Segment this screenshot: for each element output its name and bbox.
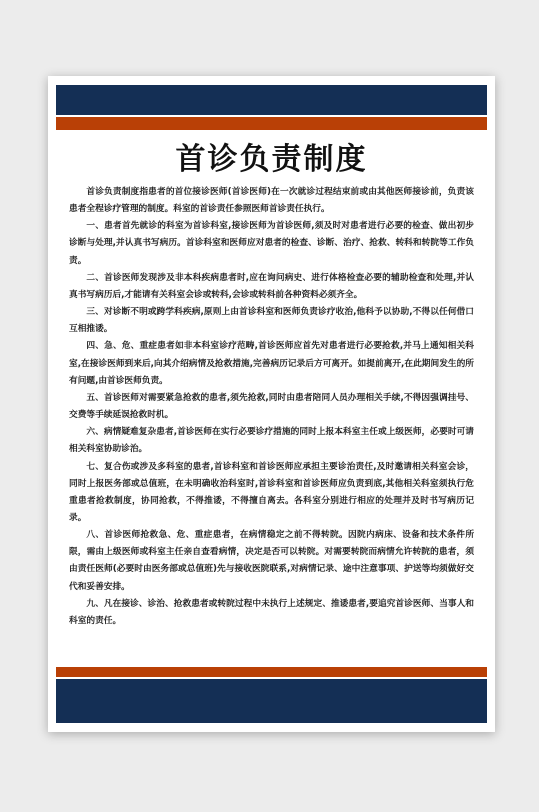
clause-1: 一、患者首先就诊的科室为首诊科室,接诊医师为首诊医师,须及时对患者进行必要的检查、做出初步诊断与处理,并认真书写病历。首诊科室和医师应对患者的检查、诊断、治疗、抢救、转科和转院等工作负责。 [69,221,474,266]
clause-4: 四、急、危、重症患者如非本科室诊疗范畴,首诊医师应首先对患者进行必要抢救,并马上通知相关科室,在接诊医师到来后,向其介绍病情及抢救措施,完善病历记录后方可离开。如提前离开,在此期间发生的所有问题,由首诊医师负责。 [69,341,474,386]
clause-6: 六、病情疑难复杂患者,首诊医师在实行必要诊疗措施的同时上报本科室主任或上级医师，必要时可请相关科室协助诊治。 [69,427,474,455]
clause-7: 七、复合伤或涉及多科室的患者,首诊科室和首诊医师应承担主要诊治责任,及时邀请相关科室会诊，同时上报医务部或总值班，在未明确收治科室时,首诊科室和首诊医师应负责到底,其他相关科室须执行危重患者抢救制度，协同抢救，不得推诿，不得擅自离去。各科室分别进行相应的处理并及时书写病历记录。 [69,461,474,523]
clause-9: 九、凡在接诊、诊治、抢救患者或转院过程中未执行上述规定、推诿患者,要追究首诊医师、当事人和科室的责任。 [69,598,474,626]
policy-poster [48,76,495,732]
top-navy-band [56,85,487,115]
poster-title: 首诊负责制度 [175,142,368,177]
bottom-navy-band [56,679,487,723]
clause-2: 二、首诊医师发现涉及非本科疾病患者时,应在询问病史、进行体格检查必要的辅助检查和处理,并认真书写病历后,才能请有关科室会诊或转科,会诊或转科前各种资料必须齐全。 [69,272,474,300]
clause-8: 八、首诊医师抢救急、危、重症患者，在病情稳定之前不得转院。因院内病床、设备和技术条件所限，需由上级医师或科室主任亲自查看病情，决定是否可以转院。对需要转院而病情允许转院的患者，须由责任医师(必要时由医务部或总值班)先与接收医院联系,对病情记录、途中注意事项、护送等均须做好交代和妥善安排。 [69,530,474,592]
clause-5: 五、首诊医师对需要紧急抢救的患者,须先抢救,同时由患者陪同人员办理相关手续,不得因强调挂号、交费等手续延误抢救时机。 [69,392,474,421]
clause-3: 三、对诊断不明或跨学科疾病,原则上由首诊科室和医师负责诊疗收治,他科予以协助,不得以任何借口互相推诿。 [69,307,474,335]
bottom-orange-band [56,667,487,677]
intro-paragraph: 首诊负责制度指患者的首位接诊医师(首诊医师)在一次就诊过程结束前或由其他医师接诊前，负责该患者全程诊疗管理的制度。科室的首诊责任参照医师首诊责任执行。 [69,187,474,215]
top-orange-band [56,117,487,130]
policy-body [69,184,474,630]
